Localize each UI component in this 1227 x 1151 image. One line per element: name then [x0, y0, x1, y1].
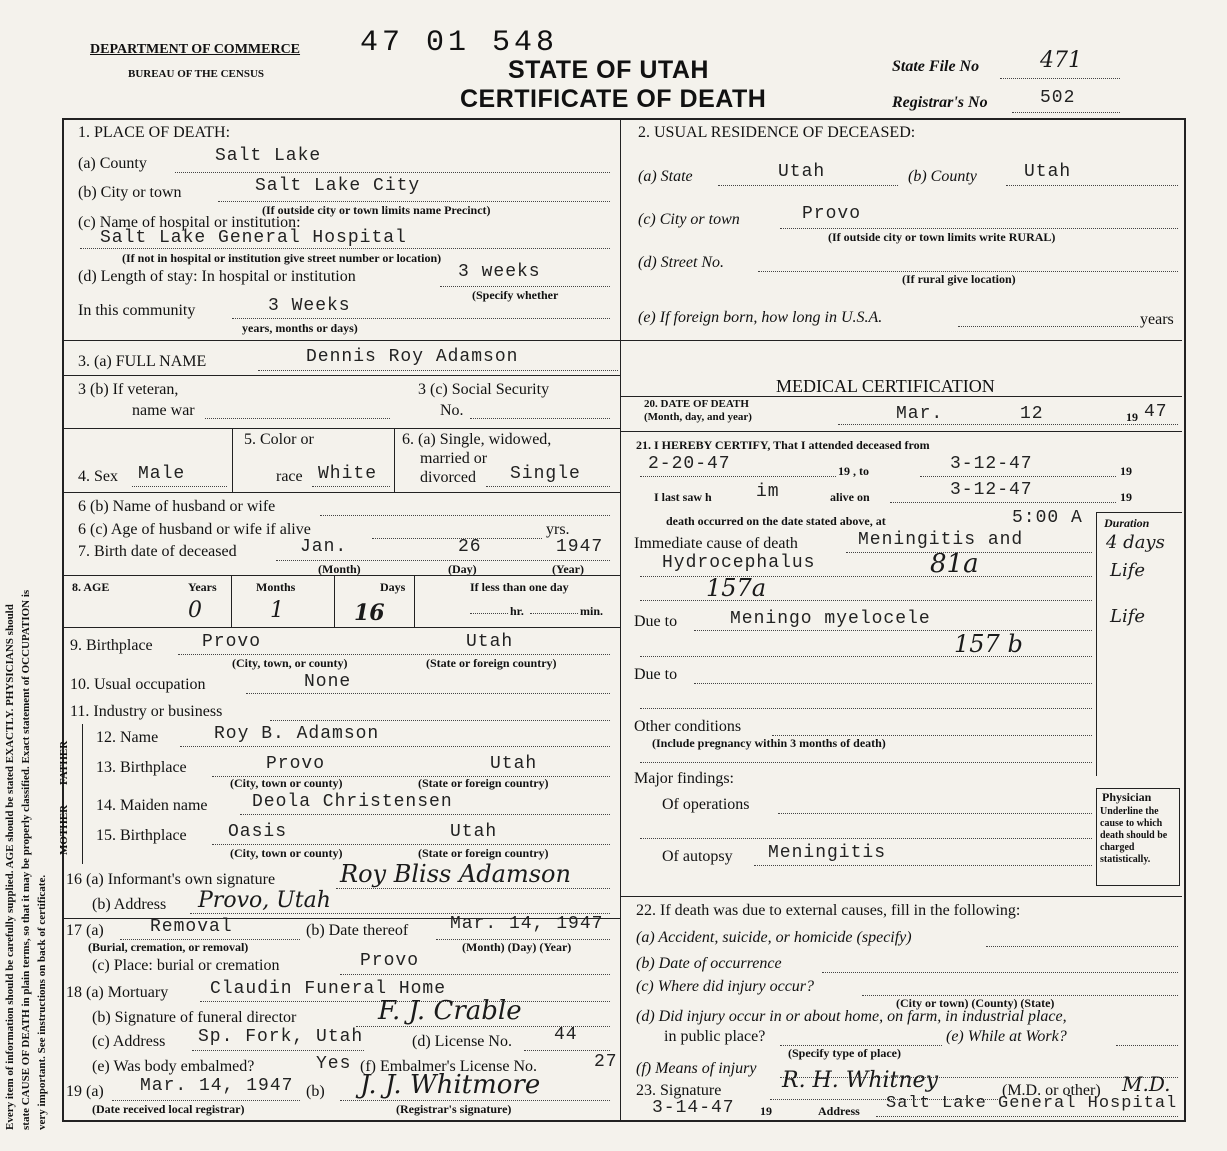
mother-side-label: MOTHER — [58, 804, 70, 855]
occurrence-label: (b) Date of occurrence — [636, 955, 782, 972]
immediate-cause-code-2: 157a — [706, 574, 767, 602]
mother-birth-state: Utah — [450, 822, 498, 842]
time-of-death: 5:00 A — [1012, 508, 1083, 528]
marital-label-3: divorced — [420, 469, 476, 486]
attended-from: 2-20-47 — [648, 454, 731, 474]
embalmer-license-label: (f) Embalmer's License No. — [360, 1058, 538, 1075]
birth-day: 26 — [458, 537, 482, 557]
spouse-age-label: 6 (c) Age of husband or wife if alive — [78, 521, 311, 538]
state-title: STATE OF UTAH — [508, 56, 709, 84]
license-number: 44 — [554, 1025, 578, 1045]
certificate-title: CERTIFICATE OF DEATH — [460, 85, 767, 113]
alive-on-label: alive on — [830, 490, 870, 504]
pod-stay: 3 weeks — [458, 262, 541, 282]
due-to-label: Due to — [634, 613, 678, 630]
attended-to-year: 19 — [1120, 464, 1132, 478]
occurred-label: death occurred on the date stated above, at — [666, 514, 886, 528]
full-name-label: 3. (a) FULL NAME — [78, 353, 207, 370]
pod-stay-label: (d) Length of stay: In hospital or institution — [78, 268, 356, 285]
burial-date-label: (b) Date thereof — [306, 922, 409, 939]
res-city-note: (If outside city or town limits write RURAL) — [828, 230, 1056, 244]
state-file-label: State File No — [892, 58, 980, 75]
physician-note-header: Physician — [1102, 790, 1152, 804]
duration-3: Life — [1110, 606, 1146, 627]
dod-year-prefix: 19 — [1126, 410, 1138, 424]
duration-header: Duration — [1104, 516, 1150, 530]
res-county-label: (b) County — [908, 168, 977, 185]
state-file-number: 471 — [1040, 48, 1082, 73]
physician-address: Salt Lake General Hospital — [886, 1094, 1178, 1113]
race: White — [318, 464, 378, 484]
sex: Male — [138, 464, 186, 484]
father-side-label: FATHER — [58, 740, 70, 785]
pod-county-label: (a) County — [78, 155, 147, 172]
burial-place-label: (c) Place: burial or cremation — [92, 957, 280, 974]
dod-month: Mar. — [896, 404, 944, 424]
license-label: (d) License No. — [412, 1033, 512, 1050]
burial-date-note: (Month) (Day) (Year) — [462, 940, 572, 954]
informant-signature: Roy Bliss Adamson — [340, 860, 571, 888]
pod-community-label: In this community — [78, 302, 196, 319]
pod-county: Salt Lake — [215, 146, 322, 166]
registrar-signature: J. J. Whitmore — [360, 1070, 541, 1100]
birthplace-city: Provo — [202, 632, 262, 652]
side-instructions-1: Every item of information should be carefully supplied. AGE should be stated EXACTLY. PHYSICIANS should — [4, 604, 16, 1130]
director-signature: F. J. Crable — [378, 996, 522, 1026]
res-foreign-label: (e) If foreign born, how long in U.S.A. — [638, 309, 883, 326]
operations-label: Of operations — [662, 796, 750, 813]
bureau: BUREAU OF THE CENSUS — [128, 68, 265, 80]
dod-label-2: (Month, day, and year) — [644, 411, 752, 423]
certify-label: 21. I HEREBY CERTIFY, That I attended deceased from — [636, 438, 930, 452]
informant-signature-label: 16 (a) Informant's own signature — [66, 871, 276, 888]
age-months-header: Months — [256, 580, 296, 594]
father-birth-state: Utah — [490, 754, 538, 774]
spouse-label: 6 (b) Name of husband or wife — [78, 498, 276, 515]
birth-date-label: 7. Birth date of deceased — [78, 543, 237, 560]
burial-note: (Burial, cremation, or removal) — [88, 940, 249, 954]
mother-birth-city-note: (City, town or county) — [230, 846, 343, 860]
marital-label-2: married or — [420, 450, 488, 467]
father-name-label: 12. Name — [96, 729, 159, 746]
physician-signature: R. H. Whitney — [782, 1068, 938, 1093]
marital-label-1: 6. (a) Single, widowed, — [402, 431, 552, 448]
received-label: 19 (a) — [66, 1083, 104, 1100]
residence-heading: 2. USUAL RESIDENCE OF DECEASED: — [638, 124, 916, 141]
occupation-label: 10. Usual occupation — [70, 676, 206, 693]
ssn-label: 3 (c) Social Security — [418, 381, 550, 398]
director-signature-label: (b) Signature of funeral director — [92, 1009, 297, 1026]
embalmer-license-number: 27 — [594, 1052, 618, 1072]
pod-hospital: Salt Lake General Hospital — [100, 228, 407, 248]
res-county: Utah — [1024, 162, 1072, 182]
immediate-cause-1: Meningitis and — [858, 530, 1024, 550]
war-label: name war — [132, 402, 195, 419]
dod-year: 47 — [1144, 402, 1168, 422]
md-label: (M.D. or other) — [1002, 1082, 1101, 1099]
due-to-1: Meningo myelocele — [730, 609, 931, 629]
alive-on-year: 19 — [1120, 490, 1132, 504]
day-header: (Day) — [448, 562, 477, 576]
pod-hospital-note: (If not in hospital or institution give street number or location) — [122, 251, 442, 265]
pod-city-note: (If outside city or town limits name Precinct) — [262, 203, 491, 217]
mother-birth-city: Oasis — [228, 822, 288, 842]
sex-label: 4. Sex — [78, 468, 118, 485]
age-days-header: Days — [380, 580, 406, 594]
physician-note: Underline the cause to which death should be charged statistically. — [1100, 806, 1168, 865]
received-note: (Date received local registrar) — [92, 1102, 245, 1116]
department: DEPARTMENT OF COMMERCE — [90, 42, 301, 57]
alive-on: 3-12-47 — [950, 480, 1033, 500]
immediate-cause-2: Hydrocephalus — [662, 553, 816, 573]
informant-address: Provo, Utah — [198, 888, 331, 913]
mortuary: Claudin Funeral Home — [210, 979, 447, 999]
age-days: 16 — [354, 600, 385, 626]
home-label-2: in public place? — [664, 1028, 766, 1045]
external-heading: 22. If death was due to external causes, fill in the following: — [636, 902, 1021, 919]
home-label-1: (d) Did injury occur in or about home, on farm, in industrial place, — [636, 1008, 1067, 1025]
father-birthplace-label: 13. Birthplace — [96, 759, 187, 776]
res-street-label: (d) Street No. — [638, 254, 725, 271]
duration-1: 4 days — [1106, 532, 1165, 553]
director-address-label: (c) Address — [92, 1033, 166, 1050]
father-name: Roy B. Adamson — [214, 724, 380, 744]
birthplace-state: Utah — [466, 632, 514, 652]
major-findings-label: Major findings: — [634, 770, 734, 787]
occupation: None — [304, 672, 352, 692]
pod-community-note: years, months or days) — [242, 321, 358, 335]
mother-maiden-name: Deola Christensen — [252, 792, 453, 812]
where-note: (City or town) (County) (State) — [896, 996, 1055, 1010]
burial-date: Mar. 14, 1947 — [450, 914, 604, 934]
birthplace-city-note: (City, town, or county) — [232, 656, 348, 670]
race-label: race — [276, 468, 303, 485]
registrar-label: Registrar's No — [892, 94, 988, 111]
director-address: Sp. Fork, Utah — [198, 1027, 364, 1047]
age-years-header: Years — [188, 580, 217, 594]
embalmed-label: (e) Was body embalmed? — [92, 1058, 255, 1075]
signature-date: 3-14-47 — [652, 1098, 735, 1118]
pod-hospital-label: (c) Name of hospital or institution: — [78, 214, 301, 231]
pod-stay-note: (Specify whether — [472, 288, 559, 302]
side-instructions-3: very important. See instructions on back of certificate. — [36, 874, 48, 1130]
registrar-number: 502 — [1040, 88, 1076, 108]
pod-city: Salt Lake City — [255, 176, 421, 196]
less-than-day-header: If less than one day — [470, 580, 569, 594]
last-saw-label: I last saw h — [654, 490, 712, 504]
autopsy-label: Of autopsy — [662, 848, 733, 865]
immediate-cause-code: 81a — [930, 549, 979, 579]
age-years: 0 — [188, 598, 202, 623]
due-to-code: 157 b — [954, 630, 1023, 658]
mortuary-label: 18 (a) Mortuary — [66, 984, 169, 1001]
marital-status: Single — [510, 464, 581, 484]
place-of-death-heading: 1. PLACE OF DEATH: — [78, 124, 231, 141]
min-label: min. — [580, 604, 604, 618]
father-birth-city-note: (City, town or county) — [230, 776, 343, 790]
last-saw-him: im — [756, 482, 780, 502]
birthplace-state-note: (State or foreign country) — [426, 656, 557, 670]
year-header: (Year) — [552, 562, 584, 576]
birth-month: Jan. — [300, 537, 348, 557]
burial-label: 17 (a) — [66, 922, 104, 939]
mother-birth-state-note: (State or foreign country) — [418, 846, 549, 860]
month-header: (Month) — [318, 562, 361, 576]
attended-to-label: 19 , to — [838, 464, 869, 478]
serial-number: 47 01 548 — [360, 26, 559, 60]
md-value: M.D. — [1122, 1072, 1171, 1096]
other-conditions-label: Other conditions — [634, 718, 742, 735]
res-years-label: years — [1140, 311, 1174, 328]
mother-maiden-label: 14. Maiden name — [96, 797, 208, 814]
home-note: (Specify type of place) — [788, 1046, 901, 1060]
signature-date-year: 19 — [760, 1104, 772, 1118]
dod-label-1: 20. DATE OF DEATH — [644, 398, 749, 410]
mother-birthplace-label: 15. Birthplace — [96, 827, 187, 844]
burial-place: Provo — [360, 951, 420, 971]
received-date: Mar. 14, 1947 — [140, 1076, 294, 1096]
full-name: Dennis Roy Adamson — [306, 347, 519, 367]
registrar-signature-label: (b) — [306, 1083, 325, 1100]
medical-heading: MEDICAL CERTIFICATION — [776, 376, 995, 396]
father-birth-city: Provo — [266, 754, 326, 774]
duration-2: Life — [1110, 560, 1146, 581]
immediate-cause-label: Immediate cause of death — [634, 535, 798, 552]
veteran-label: 3 (b) If veteran, — [78, 381, 179, 398]
age-label: 8. AGE — [72, 580, 110, 594]
embalmed: Yes — [316, 1054, 352, 1074]
pod-city-label: (b) City or town — [78, 184, 182, 201]
yrs-label: yrs. — [546, 521, 570, 538]
hr-label: hr. — [510, 604, 524, 618]
physician-signature-label: 23. Signature — [636, 1082, 722, 1099]
color-label: 5. Color or — [244, 431, 314, 448]
due-to-2-label: Due to — [634, 666, 678, 683]
accident-label: (a) Accident, suicide, or homicide (specify) — [636, 929, 912, 946]
dod-day: 12 — [1020, 404, 1044, 424]
age-months: 1 — [270, 598, 284, 623]
industry-label: 11. Industry or business — [70, 703, 223, 720]
res-city: Provo — [802, 204, 862, 224]
means-label: (f) Means of injury — [636, 1060, 757, 1077]
pod-community: 3 Weeks — [268, 296, 351, 316]
birth-year: 1947 — [556, 537, 604, 557]
res-street-note: (If rural give location) — [902, 272, 1016, 286]
registrar-signature-note: (Registrar's signature) — [396, 1102, 512, 1116]
birthplace-label: 9. Birthplace — [70, 637, 153, 654]
autopsy-finding: Meningitis — [768, 843, 887, 863]
res-state-label: (a) State — [638, 168, 693, 185]
res-state: Utah — [778, 162, 826, 182]
where-label: (c) Where did injury occur? — [636, 978, 815, 995]
side-instructions-2: state CAUSE OF DEATH in plain terms, so that it may be properly classified. Exact statement of OCCUPATION is — [20, 589, 32, 1130]
informant-address-label: (b) Address — [92, 896, 167, 913]
attended-to: 3-12-47 — [950, 454, 1033, 474]
ssn-no-label: No. — [440, 402, 464, 419]
res-city-label: (c) City or town — [638, 211, 740, 228]
work-label: (e) While at Work? — [946, 1028, 1067, 1045]
other-conditions-note: (Include pregnancy within 3 months of death) — [652, 736, 886, 750]
burial-method: Removal — [150, 917, 233, 937]
physician-address-label: Address — [818, 1104, 860, 1118]
father-birth-state-note: (State or foreign country) — [418, 776, 549, 790]
